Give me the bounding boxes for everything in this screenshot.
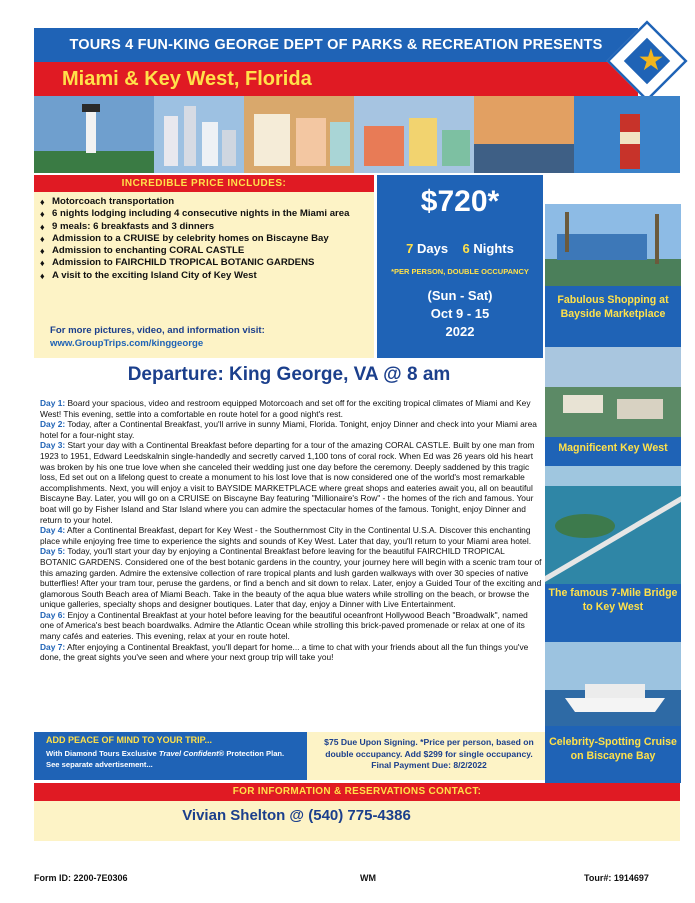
more-info [50, 324, 370, 350]
caption-bridge: The famous 7-Mile Bridge to Key West [548, 587, 678, 613]
list-item: ♦ Motorcoach transportation [40, 196, 370, 208]
day-text: Start your day with a Continental Breakfast before departing for a tour of the amazing CORAL CASTLE. Built by one man from 1923 to 1951, Edward Leedskalnin single-handedly and secretly carved 1,100 tons of coral rock. When Ed was 26 years old his heart was broken by his one true love when she canceled their wedding just one day before the ceremony. Deeply saddened by this tragic loss, Ed set out on a lifelong quest to create a monument to his lost love that is now considered one of the world's most remarkable accomplishments. Next, you will enjoy a visit to BAYSIDE MARKETPLACE where great shops and eateries await you, all on beautiful Biscayne Bay. Later, you will go on a CRUISE on Biscayne Bay featuring "Millionaire's Row" - the homes of the rich and famous. Your boat will go by Fisher Island and Star Island where you can admire the spectacular homes of the famous. Tonight, enjoy Dinner and return to your hotel. [40, 440, 535, 525]
nights-number: 6 [462, 241, 470, 256]
protection-plan-line1: With Diamond Tours Exclusive [46, 749, 159, 758]
form-id: Form ID: 2200-7E0306 [34, 873, 128, 883]
day-text: Board your spacious, video and restroom equipped Motorcoach and set off for the exciting tropical climates of Miami and Key West! This evening, settle into a comfortable en route hotel for a good night's rest. [40, 398, 531, 419]
contact-box [34, 801, 680, 841]
itinerary-day [40, 398, 543, 419]
protection-plan-line1-end: ® Protection Plan. [218, 749, 285, 758]
trip-dates [377, 287, 543, 341]
cruise-photo [545, 642, 681, 726]
days-number: 7 [406, 241, 414, 256]
website-link[interactable]: www.GroupTrips.com/kinggeorge [50, 338, 204, 349]
caption-bayside: Fabulous Shopping at Bayside Marketplace [557, 294, 669, 320]
departure-heading: Departure: King George, VA @ 8 am [127, 364, 451, 385]
itinerary-day [40, 440, 543, 525]
subtitle-banner [34, 62, 638, 96]
days-label: Days [417, 241, 449, 256]
contact-header [34, 783, 680, 801]
photo-sidebar [545, 204, 681, 783]
more-info-text: For more pictures, video, and information visit: [50, 325, 265, 336]
header-title: TOURS 4 FUN-KING GEORGE DEPT OF PARKS & RECREATION PRESENTS [69, 37, 603, 53]
header-banner [34, 28, 638, 62]
itinerary-day [40, 546, 543, 610]
list-item: ♦ Admission to a CRUISE by celebrity homes on Biscayne Bay [40, 233, 370, 245]
protection-plan-box [34, 732, 307, 780]
payment-terms: $75 Due Upon Signing. *Price per person, based on double occupancy. Add $299 for single occupancy. Final Payment Due: 8/2/2022 [324, 737, 534, 770]
banner-photos [34, 96, 680, 173]
itinerary-day [40, 610, 543, 642]
price-amount: $720* [420, 185, 500, 218]
star-icon: ★ [637, 44, 665, 77]
seven-mile-bridge-photo [545, 466, 681, 584]
destination-title: Miami & Key West, Florida [62, 68, 312, 90]
protection-plan-title: ADD PEACE OF MIND TO YOUR TRIP... [46, 735, 213, 745]
day-label: Day 2: [40, 419, 66, 430]
itinerary-day [40, 419, 543, 440]
protection-plan-text [46, 748, 306, 770]
list-item: ♦ Admission to FAIRCHILD TROPICAL BOTANIC GARDENS [40, 257, 370, 269]
day-text: Today, after a Continental Breakfast, you'll arrive in sunny Miami, Florida. Tonight, enjoy Dinner and check into your Miami area hotel for a four-night stay. [40, 419, 537, 440]
price-box [377, 175, 543, 358]
tour-number: Tour#: 1914697 [584, 873, 649, 883]
day-label: Day 5: [40, 546, 66, 557]
footer-code: WM [360, 873, 376, 883]
price-note: *PER PERSON, DOUBLE OCCUPANCY [391, 267, 529, 276]
itinerary-day [40, 642, 543, 663]
protection-plan-line2: See separate advertisement... [46, 760, 153, 769]
list-item: ♦ 9 meals: 6 breakfasts and 3 dinners [40, 221, 370, 233]
day-label: Day 3: [40, 440, 66, 451]
protection-plan-name: Travel Confident [158, 749, 219, 758]
date-range: Oct 9 - 15 [430, 306, 490, 321]
days-of-week: (Sun - Sat) [427, 288, 493, 303]
nights-label: Nights [473, 241, 514, 256]
payment-terms-box [307, 732, 545, 780]
contact-name-phone[interactable]: Vivian Shelton @ (540) 775-4386 [182, 807, 411, 824]
trip-length [377, 241, 543, 256]
includes-header [34, 175, 374, 192]
caption-key-west: Magnificent Key West [558, 442, 668, 454]
itinerary [40, 398, 543, 663]
day-label: Day 7: [40, 641, 66, 652]
key-west-photo [545, 347, 681, 437]
itinerary-day [40, 525, 543, 546]
contact-heading: FOR INFORMATION & RESERVATIONS CONTACT: [232, 786, 482, 797]
list-item: ♦ A visit to the exciting Island City of Key West [40, 270, 370, 282]
day-label: Day 4: [40, 525, 66, 536]
includes-heading: INCREDIBLE PRICE INCLUDES: [121, 178, 287, 189]
bayside-photo [545, 204, 681, 286]
day-text: After enjoying a Continental Breakfast, you'll depart for home... a time to chat with your friends about all the fun things you've done, the great sights you've seen and where your next group trip will take you! [40, 641, 529, 663]
list-item: ♦ 6 nights lodging including 4 consecutive nights in the Miami area [40, 208, 370, 220]
caption-cruise: Celebrity-Spotting Cruise on Biscayne Bay [549, 736, 677, 762]
banner-photo-strip [34, 96, 680, 173]
year: 2022 [445, 324, 475, 339]
includes-list [40, 196, 370, 282]
list-item: ♦ Admission to enchanting CORAL CASTLE [40, 245, 370, 257]
day-label: Day 1: [40, 398, 66, 408]
day-label: Day 6: [40, 609, 66, 620]
day-text: Today, you'll start your day by enjoying a Continental Breakfast before leaving for the beautiful FAIRCHILD TROPICAL BOTANIC GARDENS. Considered one of the best botanic gardens in the country, your journey here will begin with a scenic tram tour of this amazing garden. Admire the extensive collection of rare tropical plants and lush garden walkways with over 30 species of native butterflies! After your tram tour, peruse the gardens, or find a bench and sit down to relax. Later, enjoy a Guided Tour of the exciting and glamorous South Beach area of Miami Beach. Take in the beauty of the aqua blue waters while strolling on the beach, or browse the unique galleries, specialty shops and designer boutiques. Later that day, enjoy a Dinner with Live Entertainment. [40, 546, 542, 610]
day-text: Enjoy a Continental Breakfast at your hotel before leaving for the beautiful oceanfront Hollywood Beach "Broadwalk", named one of America's best beach boardwalks. Admire the Atlantic Ocean while strolling this brick-paved promenade or relax at one of its many cafés and eateries. This evening, relax at your en route hotel. [40, 609, 528, 642]
day-text: After a Continental Breakfast, depart for Key West - the Southernmost City in the Continental U.S.A. Discover this enchanting place while enjoying free time to experience the sights and sounds of Key West. Later that day, you'll return to your Miami area hotel. [40, 525, 532, 546]
